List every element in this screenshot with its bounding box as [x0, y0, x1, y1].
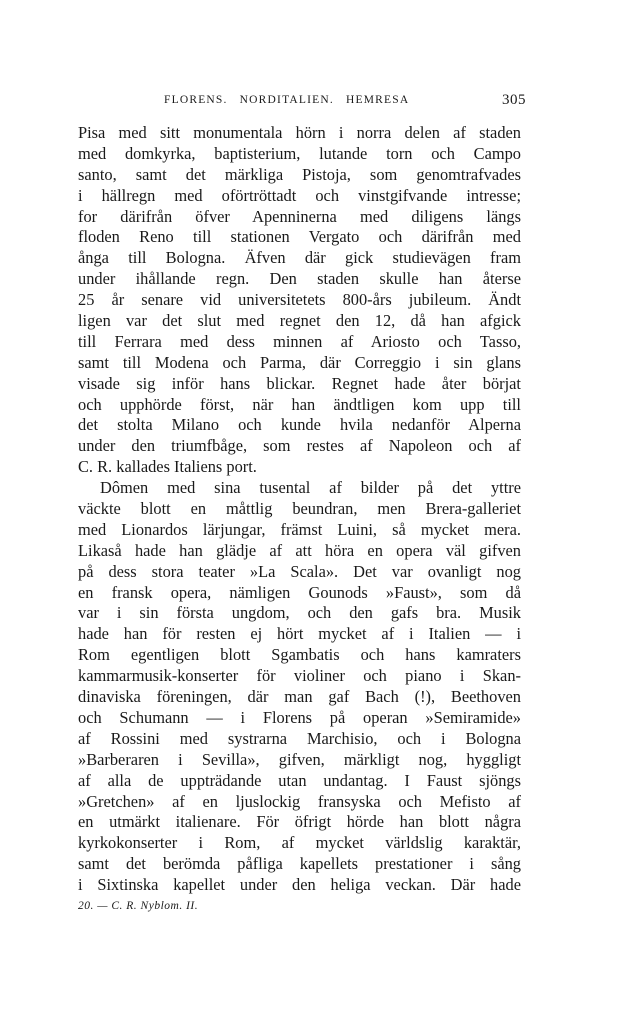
text-line: Rom egentligen blott Sgambatis och hans kamraters	[78, 645, 521, 665]
page-number: 305	[502, 92, 526, 108]
text-line: 25 år senare vid universitetets 800-års jubileum. Ändt	[78, 290, 521, 310]
text-line: till Ferrara med dess minnen af Ariosto och Tasso,	[78, 331, 521, 351]
running-head	[78, 92, 526, 114]
text-line: Pisa med sitt monumentala hörn i norra delen af staden	[78, 123, 521, 142]
text-line: med Lionardos lärjungar, främst Luini, så mycket mera.	[78, 519, 521, 539]
text-line: väckte blott en måttlig beundran, men Brera-galleriet	[78, 499, 521, 519]
text-line: kyrkokonserter i Rom, af mycket världslig karaktär,	[78, 833, 521, 853]
book-page	[78, 92, 526, 912]
text-line: ånga till Bologna. Äfven där gick studievägen fram	[78, 248, 521, 268]
text-line: santo, samt det märkliga Pistoja, som genomtrafvades	[78, 164, 521, 184]
text-line: for därifrån öfver Apenninerna med diligens längs	[78, 206, 521, 226]
signature-footer	[78, 900, 518, 912]
text-line: under den triumfbåge, som restes af Napoleon och af	[78, 436, 521, 456]
text-line: floden Reno till stationen Vergato och därifrån med	[78, 227, 521, 247]
text-line: en utmärkt italienare. För öfrigt hörde han blott några	[78, 812, 521, 832]
text-line: af Rossini med systrarna Marchisio, och i Bologna	[78, 728, 521, 748]
text-line: var i sin första ungdom, och den gafs bra. Musik	[78, 603, 521, 623]
text-line: på dess stora teater »La Scala». Det var ovanligt nog	[78, 561, 521, 581]
signature-mark: 20. — C. R. Nyblom. II.	[78, 899, 199, 912]
text-line: en fransk opera, nämligen Gounods »Faust», som då	[78, 582, 521, 602]
body-text	[78, 123, 521, 896]
text-line: »Barberaren i Sevilla», gifven, märkligt nog, hyggligt	[78, 749, 521, 769]
text-line: af alla de uppträdande utan undantag. I Faust sjöngs	[78, 770, 521, 790]
text-line: »Gretchen» af en ljuslockig fransyska och Mefisto af	[78, 791, 521, 811]
text-line: hade han för resten ej hört mycket af i Italien — i	[78, 624, 521, 644]
text-line: samt det berömda påfliga kapellets prestationer i sång	[78, 854, 521, 874]
text-line: under ihållande regn. Den staden skulle han återse	[78, 269, 521, 289]
text-line: samt till Modena och Parma, där Correggio i sin glans	[78, 352, 521, 372]
paragraph-start-line: Dômen med sina tusental af bilder på det yttre	[100, 478, 521, 498]
text-line: och upphörde först, när han ändtligen kom upp till	[78, 394, 521, 414]
text-line: i Sixtinska kapellet under den heliga veckan. Där hade	[78, 875, 521, 895]
text-line: i hällregn med oförtröttadt och vinstgifvande intresse;	[78, 185, 521, 205]
paragraph-end-line: C. R. kallades Italiens port.	[78, 457, 257, 477]
running-title: FLORENS. NORDITALIEN. HEMRESA	[164, 94, 410, 106]
text-line: det stolta Milano och kunde hvila nedanför Alperna	[78, 415, 521, 435]
text-line: visade sig inför hans blickar. Regnet hade åter börjat	[78, 373, 521, 393]
text-line: Likaså hade han glädje af att höra en opera väl gifven	[78, 540, 521, 560]
text-line: dinaviska föreningen, där man gaf Bach (!), Beethoven	[78, 687, 521, 707]
text-line: med domkyrka, baptisterium, lutande torn och Campo	[78, 143, 521, 163]
text-line: ligen var det slut med regnet den 12, då han afgick	[78, 311, 521, 331]
text-line: kammarmusik-konserter för violiner och piano i Skan-	[78, 666, 521, 686]
text-line: och Schumann — i Florens på operan »Semiramide»	[78, 707, 521, 727]
